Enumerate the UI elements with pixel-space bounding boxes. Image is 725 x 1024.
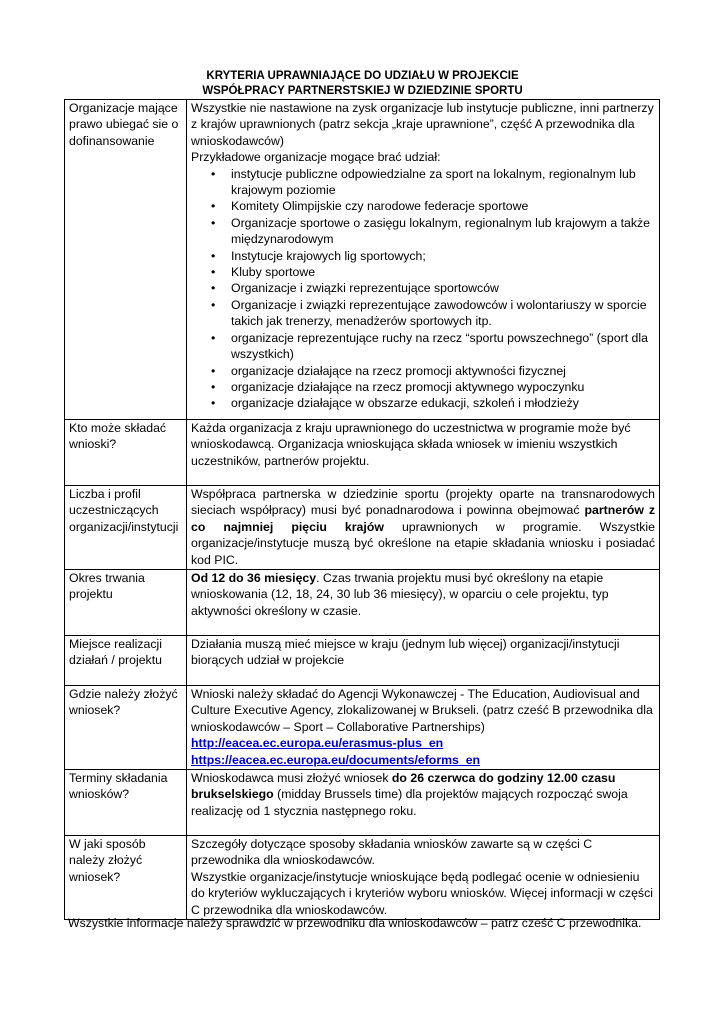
deadline-emphasis: do 26 czerwca do godziny 12.00 czasu brukselskiego (191, 771, 616, 802)
list-item-text: Kluby sportowe (231, 265, 316, 280)
list-item-text: Instytucje krajowych lig sportowych; (231, 248, 426, 263)
list-item (211, 248, 655, 264)
row-content (187, 100, 660, 420)
row-content (187, 686, 660, 770)
list-item (211, 363, 655, 379)
bullet-icon: • (211, 248, 216, 263)
bullet-icon: • (211, 166, 216, 181)
participants-text: Współpraca partnerska w dziedzinie sportu (projekty oparte na transnarodowych sieciach współpracy) musi być ponadnarodowa i powinna obejmować (191, 487, 655, 518)
list-item (211, 198, 655, 214)
list-item (211, 264, 655, 280)
row-participants (65, 486, 660, 570)
row-where-submit (65, 686, 660, 770)
list-item (211, 280, 655, 296)
bullet-icon: • (211, 199, 216, 214)
where-text: Wnioski należy składać do Agencji Wykonawczej - The Education, Audiovisual and Culture Executive Agency, zlokalizowanej w Brukseli. (patrz cześć B przewodnika dla wnioskodawców – Sport – Collaborative Partnerships) (191, 687, 653, 734)
bullet-icon: • (211, 215, 216, 230)
row-label: Organizacje mające prawo ubiegać sie o dofinansowanie (65, 100, 187, 420)
document-title (0, 69, 725, 99)
row-content (187, 836, 660, 920)
duration-text: . Czas trwania projektu musi być określony na etapie wnioskowania (12, 18, 24, 30 lub 36 miesięcy), w oparciu o cele projektu, typ aktywności określony w czasie. (191, 571, 609, 618)
footer-note: Wszystkie informacje należy sprawdzić w przewodniku dla wnioskodawców – patrz cześć C przewodnika. (68, 916, 642, 930)
title-line-2: WSPÓŁPRACY PARTNERSTSKIEJ W DZIEDZINIE SPORTU (202, 85, 523, 97)
row-who-applies (65, 420, 660, 486)
how-text-1: Szczegóły dotyczące sposoby składania wniosków zawarte są w części C przewodnika dla wnioskodawców. (191, 837, 593, 868)
list-item (211, 215, 655, 248)
bullet-icon: • (211, 363, 216, 378)
list-item-text: instytucje publiczne odpowiedzialne za sport na lokalnym, regionalnym lub krajowym poziomie (231, 166, 636, 198)
row-eligible-organizations (65, 100, 660, 420)
organizations-list (191, 166, 655, 412)
row-label: Gdzie należy złożyć wniosek? (65, 686, 187, 770)
list-item (211, 395, 655, 411)
how-text-2: Wszystkie organizacje/instytucje wnioskujące będą podlegać ocenie w odniesieniu do kryteriów wykluczających i kryteriów wyboru wniosków. Więcej informacji w części C przewodnika dla wnioskodawców. (191, 869, 653, 917)
row-content (187, 486, 660, 570)
list-item (211, 379, 655, 395)
list-item-text: Organizacje i związki reprezentujące sportowców (231, 281, 499, 296)
bullet-icon: • (211, 379, 216, 394)
row-label: Miejsce realizacji działań / projektu (65, 636, 187, 686)
list-item (211, 330, 655, 363)
row-deadline (65, 770, 660, 836)
list-item-text: organizacje działające na rzecz promocji aktywnego wypoczynku (231, 379, 585, 394)
title-line-1: KRYTERIA UPRAWNIAJĄCE DO UDZIAŁU W PROJEKCIE (206, 70, 519, 82)
list-item-text: organizacje działające w obszarze edukacji, szkoleń i młodzieży (231, 396, 579, 411)
row-content (187, 570, 660, 636)
bullet-icon: • (211, 297, 216, 312)
bullet-icon: • (211, 396, 216, 411)
row-content: Działania muszą mieć miejsce w kraju (jednym lub więcej) organizacji/instytucji biorących udział w projekcie (187, 636, 660, 686)
row-label: W jaki sposób należy złożyć wniosek? (65, 836, 187, 920)
row-label: Kto może składać wnioski? (65, 420, 187, 486)
list-item (211, 297, 655, 330)
criteria-table (64, 99, 660, 920)
bullet-icon: • (211, 281, 216, 296)
row-venue (65, 636, 660, 686)
list-item-text: organizacje reprezentujące ruchy na rzecz “sportu powszechnego” (sport dla wszystkich) (231, 330, 648, 362)
row-duration (65, 570, 660, 636)
row-label: Terminy składania wniosków? (65, 770, 187, 836)
bullet-icon: • (211, 265, 216, 280)
participants-emphasis: partnerów z co najmniej pięciu krajów (191, 503, 656, 534)
deadline-text-end: (midday Brussels time) dla projektów mających rozpocząć swoja realizację od 1 stycznia następnego roku. (191, 787, 628, 818)
deadline-text: Wnioskodawca musi złożyć wniosek (191, 771, 392, 785)
row-content (187, 770, 660, 836)
eligible-intro: Wszystkie nie nastawione na zysk organizacje lub instytucje publiczne, inni partnerzy z krajów uprawnionych (patrz sekcja „kraje uprawnione”, część A przewodnika dla wnioskodawców) (191, 101, 654, 148)
bullet-icon: • (211, 330, 216, 345)
eacea-erasmus-link[interactable]: http://eacea.ec.europa.eu/erasmus-plus_en (191, 736, 444, 751)
list-item-text: Komitety Olimpijskie czy narodowe federacje sportowe (231, 199, 529, 214)
duration-emphasis: Od 12 do 36 miesięcy (191, 571, 317, 585)
row-content: Każda organizacja z kraju uprawnionego do uczestnictwa w programie może być wnioskodawcą. Organizacja wnioskująca składa wniosek w imieniu wszystkich uczestników, partnerów projektu. (187, 420, 660, 486)
list-item-text: Organizacje i związki reprezentujące zawodowców i wolontariuszy w sporcie takich jak trenerzy, menadżerów sportowych itp. (231, 297, 647, 329)
row-how-submit (65, 836, 660, 920)
list-item (211, 166, 655, 199)
list-item-text: Organizacje sportowe o zasięgu lokalnym, regionalnym lub krajowym a także międzynarodowym (231, 215, 650, 247)
list-item-text: organizacje działające na rzecz promocji aktywności fizycznej (231, 363, 566, 378)
eacea-eforms-link[interactable]: https://eacea.ec.europa.eu/documents/eforms_en (191, 752, 481, 767)
participants-text-end: uprawnionych w programie. Wszystkie organizacje/instytucje muszą być określone na etapie składania wniosku i posiadać kod PIC. (191, 519, 655, 567)
row-label: Liczba i profil uczestniczących organizacji/instytucji (65, 486, 187, 570)
examples-heading: Przykładowe organizacje mogące brać udział: (191, 150, 441, 165)
row-label: Okres trwania projektu (65, 570, 187, 636)
